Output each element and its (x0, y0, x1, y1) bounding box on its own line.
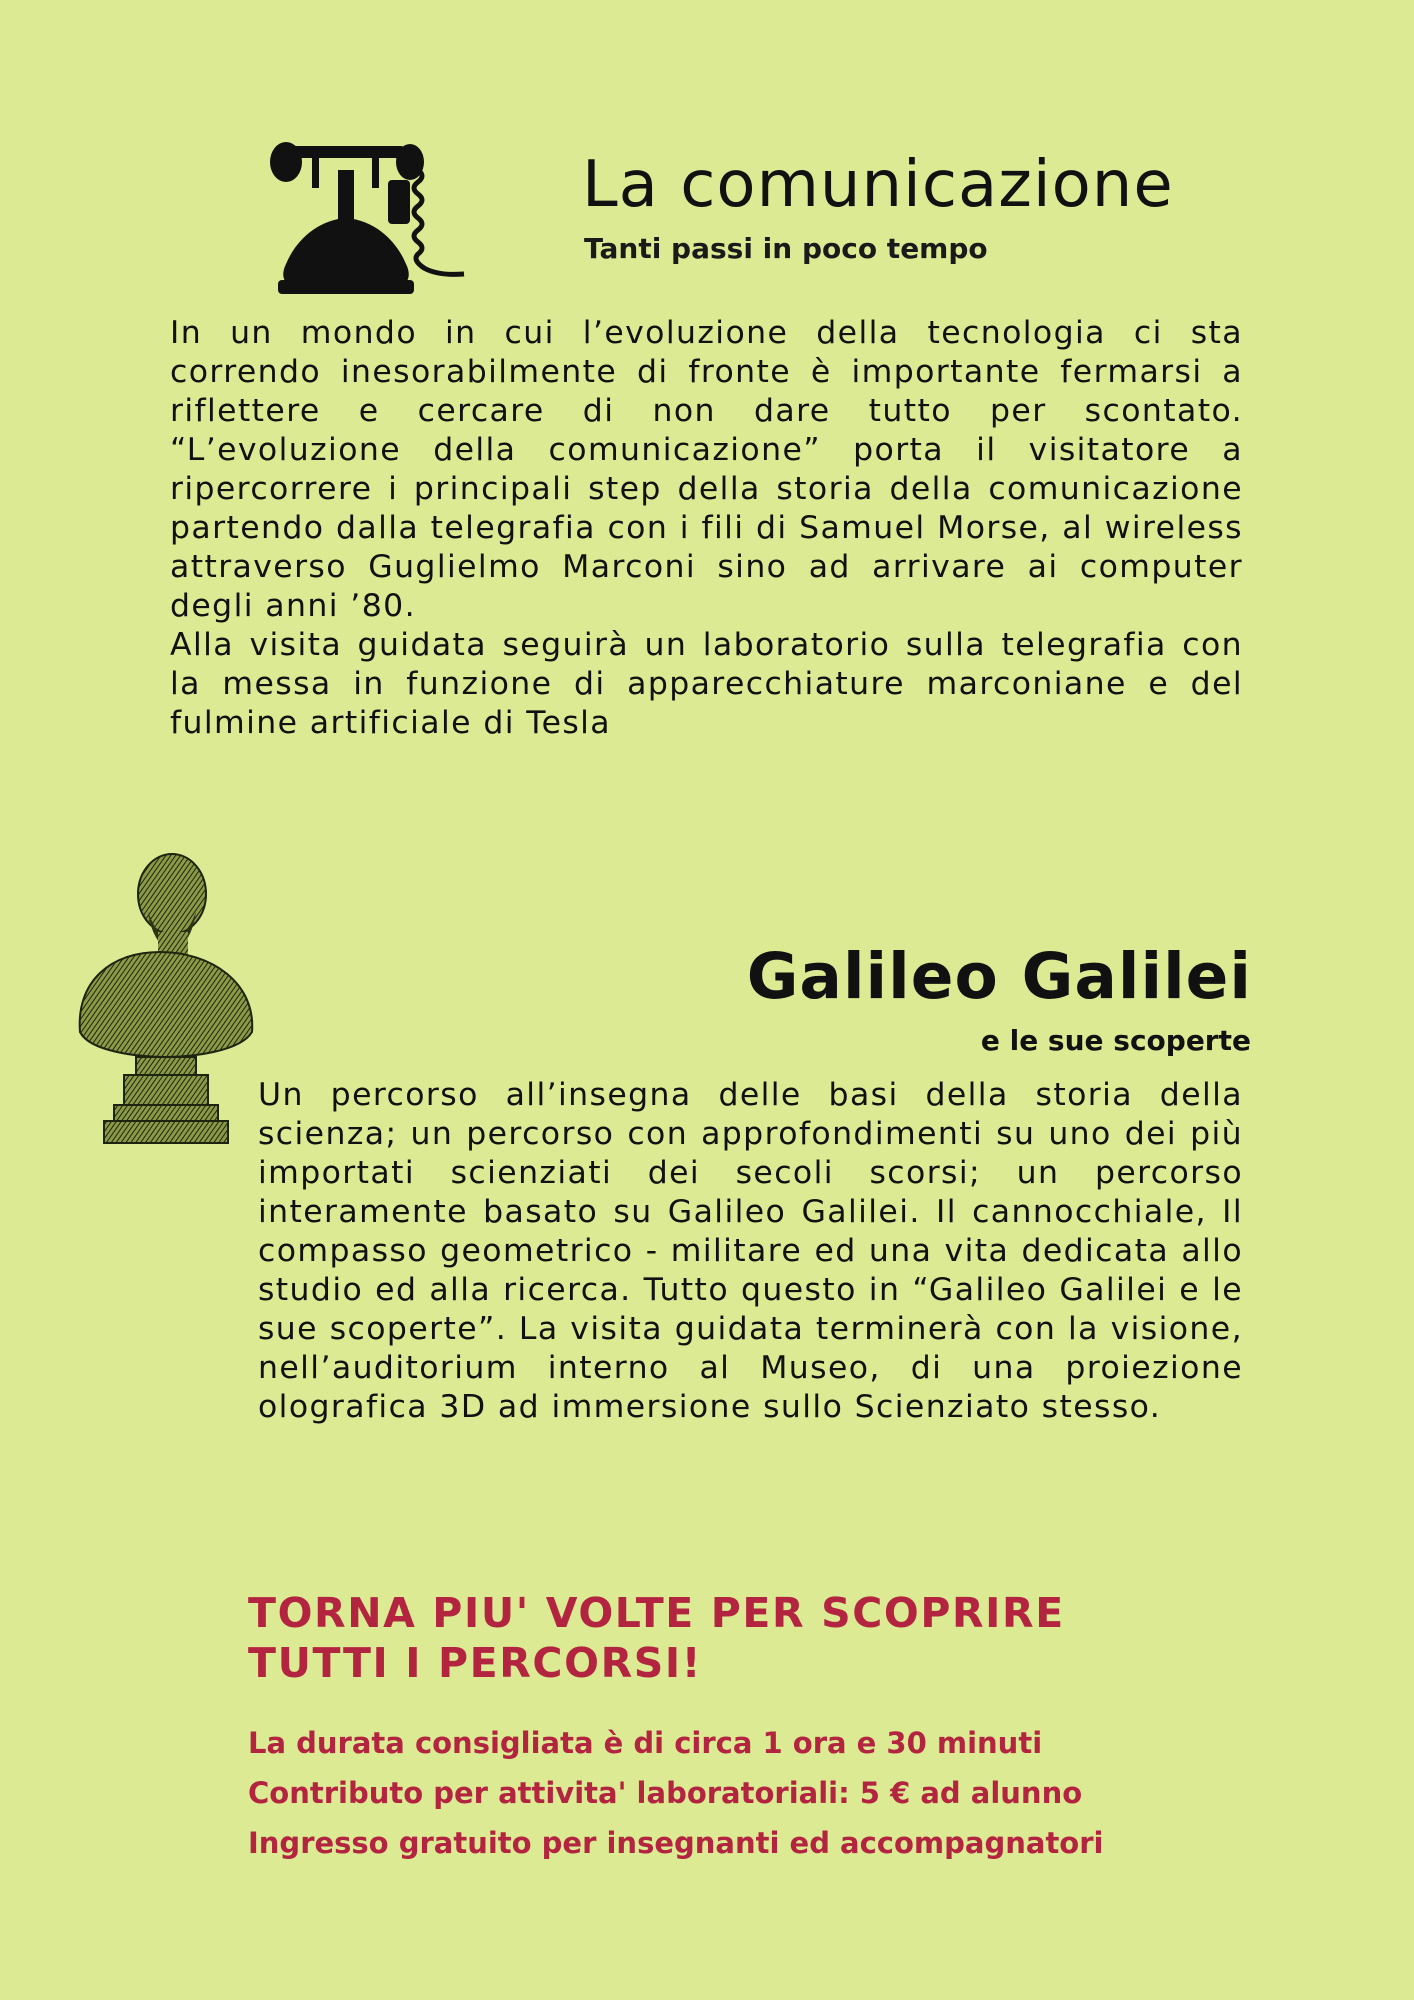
body-paragraph: Un percorso all’insegna delle basi della storia della scienza; un percorso con approfondimenti su uno dei più importati scienziati dei secoli scorsi; un percorso interamente basato su Galileo Galilei. Il cannocchiale, Il compasso geometrico - militare ed una vita dedicata allo studio ed alla ricerca. Tutto questo in “Galileo Galilei e le sue scoperte”. La visita guidata terminerà con la visione, nell’auditorium interno al Museo, di una proiezione olografica 3D ad immersione sullo Scienziato stesso. (258, 1077, 1243, 1425)
body-paragraph: Alla visita guidata seguirà un laboratorio sulla telegrafia con la messa in funzione di apparecchiature marconiane e del fulmine artificiale di Tesla (170, 627, 1243, 741)
bust-icon (70, 852, 260, 1148)
promo-heading-line: TUTTI I PERCORSI! (248, 1639, 703, 1687)
promo-heading (248, 1588, 1065, 1688)
section-title: La comunicazione (582, 148, 1174, 222)
section-subtitle: Tanti passi in poco tempo (584, 232, 988, 265)
telephone-icon (268, 140, 508, 300)
section-body (258, 1076, 1243, 1427)
promo-info (248, 1718, 1103, 1868)
body-paragraph: In un mondo in cui l’evoluzione della tecnologia ci sta correndo inesorabilmente di fronte è importante fermarsi a riflettere e cercare di non dare tutto per scontato. “L’evoluzione della comunicazione” porta il visitatore a ripercorrere i principali step della storia della comunicazione partendo dalla telegrafia con i fili di Samuel Morse, al wireless attraverso Guglielmo Marconi sino ad arrivare ai computer degli anni ’80. (170, 315, 1243, 624)
section-title: Galileo Galilei (746, 940, 1252, 1013)
info-free-entry: Ingresso gratuito per insegnanti ed accompagnatori (248, 1826, 1104, 1860)
promo-heading-line: TORNA PIU' VOLTE PER SCOPRIRE (248, 1589, 1065, 1637)
info-duration: La durata consigliata è di circa 1 ora e 30 minuti (248, 1726, 1043, 1760)
section-body (170, 314, 1243, 743)
info-fee: Contributo per attivita' laboratoriali: 5 € ad alunno (248, 1776, 1083, 1810)
section-subtitle: e le sue scoperte (980, 1024, 1251, 1057)
